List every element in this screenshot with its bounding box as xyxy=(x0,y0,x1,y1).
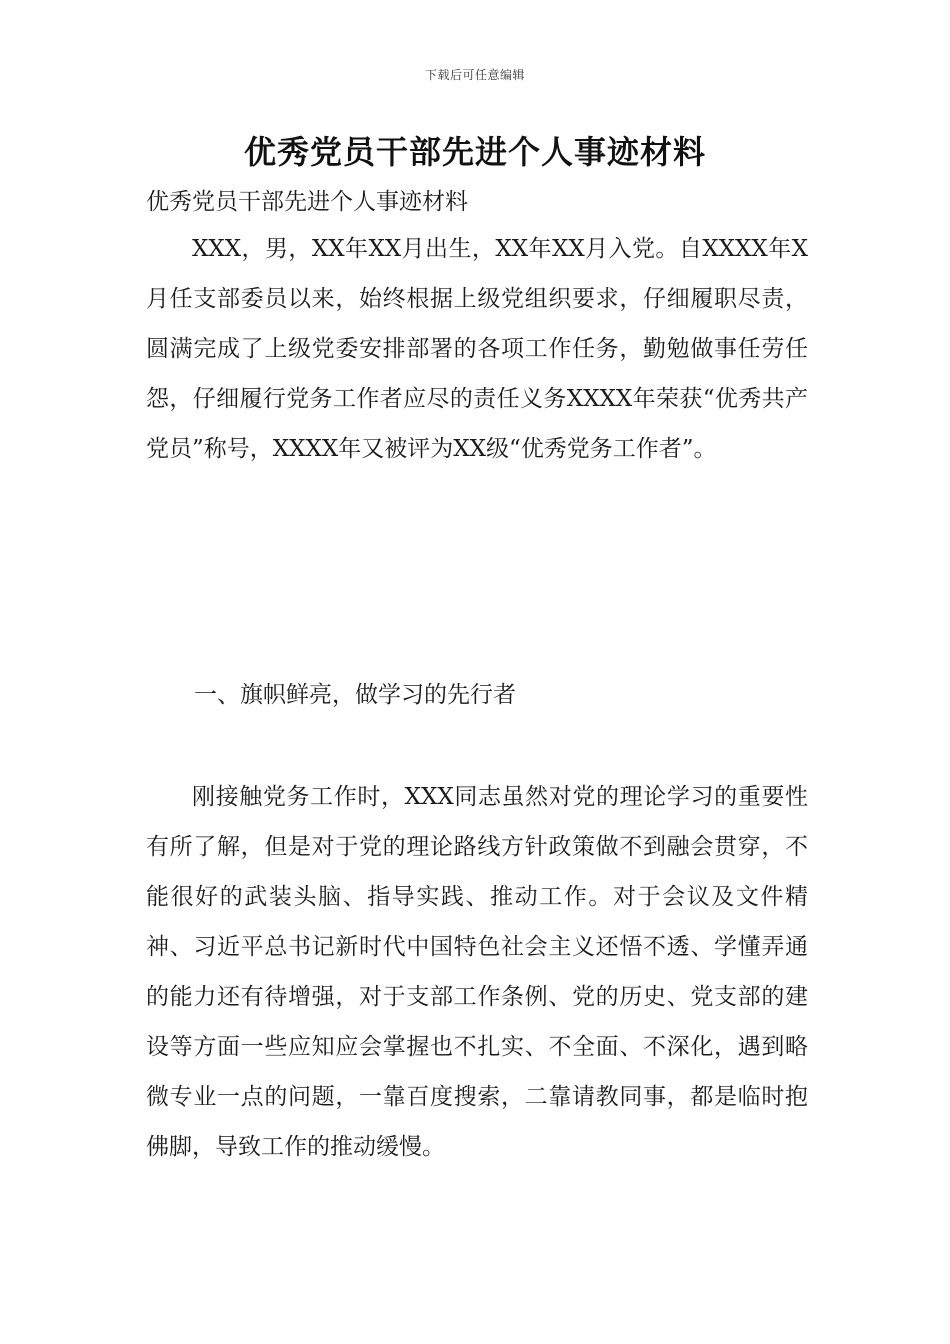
document-title: 优秀党员干部先进个人事迹材料 xyxy=(243,133,706,171)
section-body-paragraph: 刚接触党务工作时，XXX同志虽然对党的理论学习的重要性有所了解，但是对于党的理论路线方针政策做不到融会贯穿，不能很好的武装头脑、指导实践、推动工作。对于会议及文件精神、习近平总书记新时代中国特色社会主义还悟不透、学懂弄通的能力还有待增强，对于支部工作条例、党的历史、党支部的建设等方面一些应知应会掌握也不扎实、不全面、不深化，遇到略微专业一点的问题，一靠百度搜索，二靠请教同事，都是临时抱佛脚，导致工作的推动缓慢。 xyxy=(146,784,808,1160)
section-heading: 一、旗帜鲜亮，做学习的先行者 xyxy=(194,682,516,708)
intro-paragraph: XXX，男，XX年XX月出生，XX年XX月入党。自XXXX年X月任支部委员以来，始终根据上级党组织要求，仔细履职尽责，圆满完成了上级党委安排部署的各项工作任务，勤勉做事任劳任怨，仔细履行党务工作者应尽的责任义务XXXX年荣获“优秀共产党员”称号，XXXX年又被评为XX级“优秀党务工作者”。 xyxy=(146,236,808,462)
document-subtitle: 优秀党员干部先进个人事迹材料 xyxy=(146,189,468,215)
header-note: 下载后可任意编辑 xyxy=(424,68,525,82)
